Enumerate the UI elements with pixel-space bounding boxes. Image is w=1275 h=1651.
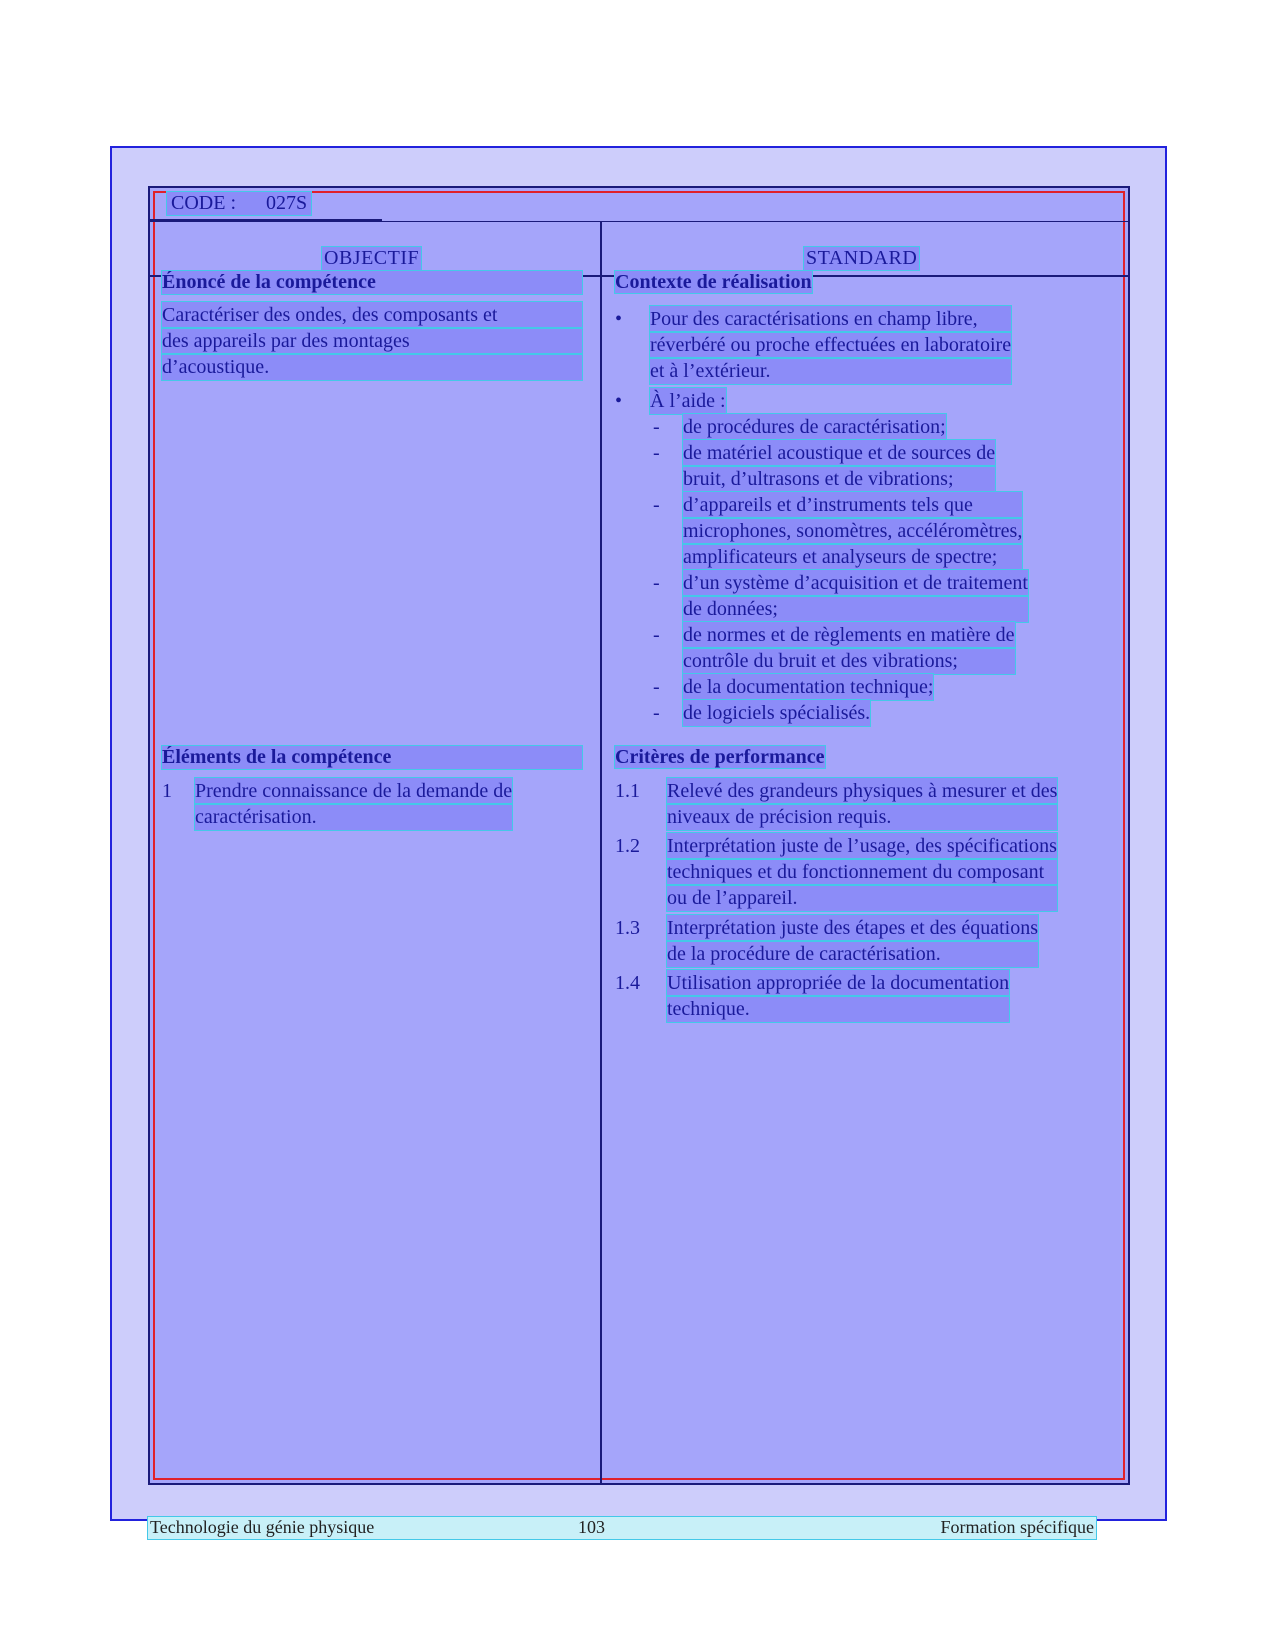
dash-icon: -	[653, 416, 660, 438]
criterion-line: ou de l’appareil.	[667, 885, 1057, 911]
criterion-number: 1.3	[615, 917, 640, 939]
criterion-number: 1.2	[615, 835, 640, 857]
criterion-line: technique.	[667, 996, 1009, 1022]
aide-line: contrôle du bruit et des vibrations;	[683, 648, 1015, 674]
dash-icon: -	[653, 572, 660, 594]
aide-line: amplificateurs et analyseurs de spectre;	[683, 544, 1022, 570]
context-line: À l’aide :	[650, 390, 726, 412]
aide-line: de données;	[683, 596, 1028, 622]
element-line: Prendre connaissance de la demande de	[195, 780, 513, 802]
context-title-text: Contexte de réalisation	[615, 271, 812, 293]
aide-line: d’appareils et d’instruments tels que	[683, 492, 1022, 518]
elements-title	[162, 746, 582, 769]
aide-line: de matériel acoustique et de sources de	[683, 442, 996, 464]
criteria-title-text: Critères de performance	[615, 746, 825, 768]
criterion-line: de la procédure de caractérisation.	[667, 941, 1038, 967]
competence-line: d’acoustique.	[162, 354, 582, 380]
dash-icon: -	[653, 702, 660, 724]
code-label	[167, 192, 311, 215]
aide-line: d’un système d’acquisition et de traitement	[683, 572, 1028, 594]
context-line: réverbéré ou proche effectuées en laboratoire	[650, 334, 1012, 356]
competence-line: des appareils par des montages	[162, 328, 582, 354]
dash-icon: -	[653, 494, 660, 516]
criterion-line: Interprétation juste de l’usage, des spécifications	[667, 835, 1057, 857]
header-row	[150, 222, 1128, 277]
criteria-title	[615, 746, 1115, 769]
column-divider	[600, 222, 602, 1483]
competence-table	[148, 186, 1130, 1485]
competence-line: Caractériser des ondes, des composants et	[162, 302, 582, 328]
aide-line: microphones, sonomètres, accéléromètres,	[683, 520, 1023, 542]
page-footer	[148, 1517, 1096, 1539]
criterion-number: 1.4	[615, 972, 640, 994]
element-line: caractérisation.	[195, 804, 512, 830]
context-title	[615, 271, 1115, 294]
context-line: et à l’extérieur.	[650, 358, 1011, 384]
code-label-text: CODE :	[171, 192, 236, 214]
aide-line: de logiciels spécialisés.	[683, 702, 871, 724]
criterion-line: niveaux de précision requis.	[667, 804, 1057, 830]
criterion-line: Interprétation juste des étapes et des équations	[667, 917, 1038, 939]
aide-line: de procédures de caractérisation;	[683, 416, 946, 438]
element-number: 1	[162, 780, 172, 802]
code-underline	[150, 219, 382, 221]
footer-program: Technologie du génie physique	[150, 1517, 375, 1537]
context-line: Pour des caractérisations en champ libre,	[650, 306, 1011, 332]
header-objectif: OBJECTIF	[324, 247, 420, 269]
dash-icon: -	[653, 676, 660, 698]
code-row	[150, 188, 1128, 222]
aide-line: de la documentation technique;	[683, 676, 934, 698]
bullet-icon: •	[615, 308, 623, 330]
footer-page-number: 103	[578, 1517, 605, 1537]
bullet-icon: •	[615, 390, 623, 412]
criterion-number: 1.1	[615, 780, 640, 802]
criterion-line: Relevé des grandeurs physiques à mesurer et des	[667, 780, 1058, 802]
aide-line: bruit, d’ultrasons et de vibrations;	[683, 466, 995, 492]
competence-title-text: Énoncé de la compétence	[162, 271, 582, 294]
dash-icon: -	[653, 624, 660, 646]
elements-title-text: Éléments de la compétence	[162, 746, 582, 769]
header-standard: STANDARD	[806, 247, 918, 269]
criterion-line: Utilisation appropriée de la documentation	[667, 972, 1010, 994]
code-value: 027S	[266, 192, 308, 214]
criterion-line: techniques et du fonctionnement du composant	[667, 859, 1057, 885]
footer-section: Formation spécifique	[940, 1517, 1094, 1537]
competence-statement	[162, 302, 582, 380]
dash-icon: -	[653, 442, 660, 464]
competence-title	[162, 271, 582, 294]
aide-line: de normes et de règlements en matière de	[683, 624, 1015, 646]
